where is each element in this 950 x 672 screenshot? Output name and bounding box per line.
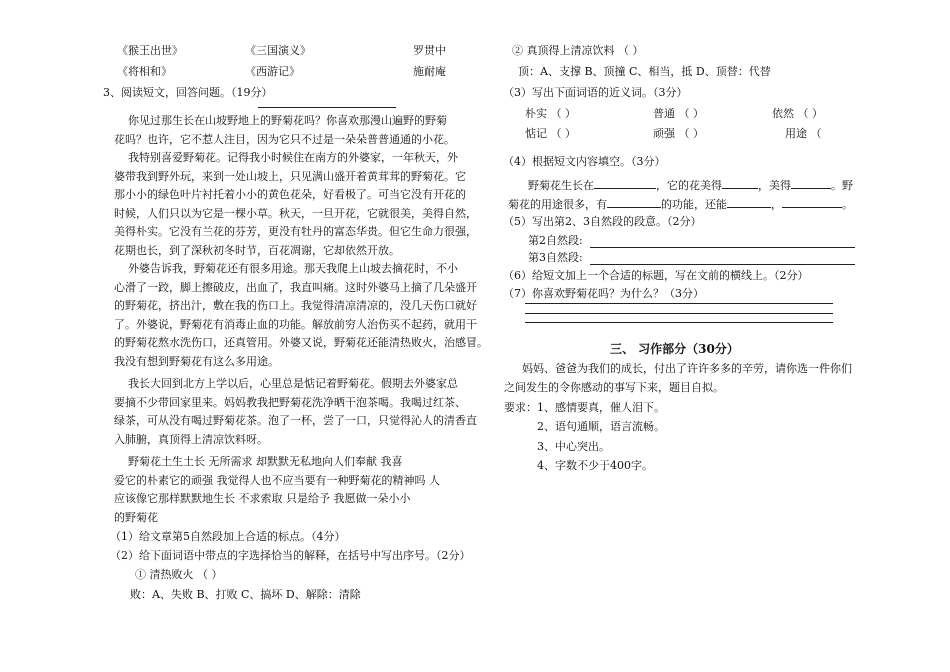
answer-blank[interactable]	[607, 196, 661, 208]
book-title: 《三国演义》	[245, 44, 311, 57]
passage-line: 婆带我到野外玩，来到一处山坡上，只见满山盛开着黄茸茸的野菊花。它	[114, 170, 466, 183]
requirement: 4、字数不少于400字。	[537, 459, 653, 472]
question-2-item-1: ① 清热败火 （ ）	[135, 568, 223, 581]
requirement: 3、中心突出。	[537, 440, 610, 453]
book-title: 《猴王出世》	[117, 44, 183, 57]
passage-line: 绿茶，可从没有喝过野菊花茶。泡了一杯，尝了一口，只觉得沁人的清香直	[114, 414, 477, 427]
requirement: 要求：1、感情要真，催人泪下。	[504, 401, 665, 414]
question-4-fill-line	[508, 196, 853, 212]
question-2-item-2: ② 真顶得上清凉饮料 （ ）	[512, 44, 644, 57]
passage-line: 要摘不少带回家里来。妈妈教我把野菊花洗净晒干泡茶喝。我喝过红茶、	[114, 396, 466, 409]
answer-blank[interactable]	[782, 196, 842, 208]
question-4: （4）根据短文内容填空。（3分）	[503, 155, 666, 168]
question-6: （6）给短文加上一个合适的标题，写在文前的横线上。（2分）	[503, 269, 809, 282]
passage-line: 我没有想到野菊花有这么多用途。	[114, 355, 279, 368]
paragraph-3-label: 第3自然段:	[528, 251, 583, 264]
section-3-title: 三、 习作部分（30分）	[610, 342, 739, 356]
passage-line: 我长大回到北方上学以后，心里总是惦记着野菊花。假期去外婆家总	[128, 377, 458, 390]
answer-line[interactable]	[525, 322, 833, 323]
author-name: 罗贯中	[413, 44, 446, 57]
question-2-item-2-options: 顶：A、支撑 B、顶撞 C、相当，抵 D、顶替：代替	[518, 65, 771, 78]
title-answer-line	[258, 107, 396, 108]
question-2-item-1-options: 败：A、失败 B、打败 C、搞坏 D、解除：清除	[130, 588, 361, 601]
question-3: （3）写出下面词语的近义词。（3分）	[503, 86, 688, 99]
passage-line: 花期也长，到了深秋初冬时节，百花凋谢，它却依然开放。	[114, 244, 400, 257]
question-4-text: 的功能，还能	[661, 198, 727, 211]
question-4-text: 。	[842, 198, 853, 211]
answer-blank[interactable]	[727, 196, 771, 208]
passage-line: 的野菊花熬水洗伤口，还真管用。外婆又说，野菊花还能清热败火，治感冒。	[114, 336, 488, 349]
answer-blank[interactable]	[722, 177, 758, 189]
question-4-text: 菊花的用途很多，有	[508, 198, 607, 211]
passage-line: 应该像它那样默默地生长 不求索取 只是给予 我愿做一朵小小	[114, 492, 411, 505]
book-title: 《西游记》	[245, 65, 300, 78]
question-4-text: 。野	[831, 179, 853, 192]
synonym-item: 普通 （ ）	[653, 107, 704, 120]
passage-line: 入肺腑，真顶得上清凉饮料呀。	[114, 433, 268, 446]
answer-line[interactable]	[590, 264, 855, 265]
book-title: 《将相和》	[117, 65, 172, 78]
passage-line: 外婆告诉我，野菊花还有很多用途。那天我爬上山坡去摘花时，不小	[128, 262, 458, 275]
synonym-item: 依然 （ ）	[772, 107, 823, 120]
question-4-text: ，	[771, 198, 782, 211]
question-4-text: 野菊花生长在	[528, 179, 594, 192]
question-2: （2）给下面词语中带点的字选择恰当的解释，在括号中写出序号。（2分）	[110, 549, 471, 562]
answer-line[interactable]	[525, 313, 833, 314]
answer-blank[interactable]	[791, 177, 831, 189]
passage-line: 时候，人们只以为它是一棵小草。秋天，一旦开花，它就很美，美得自然，	[114, 207, 477, 220]
question-7: （7）你喜欢野菊花吗？为什么？（3分）	[503, 287, 704, 300]
passage-line: 了。外婆说，野菊花有消毒止血的功能。解放前穷人治伤买不起药，就用干	[114, 318, 477, 331]
question-1: （1）给文章第5自然段加上合适的标点。（4分）	[110, 530, 346, 543]
passage-line: 美得朴实。它没有兰花的芬芳，更没有牡丹的富态华贵。但它生命力很强，	[114, 225, 477, 238]
question-4-text: ，它的花美得	[656, 179, 722, 192]
question-4-fill-line	[528, 177, 853, 193]
passage-line: 我特别喜爱野菊花。记得我小时候住在南方的外婆家，一年秋天，外	[128, 151, 458, 164]
passage-line: 的野菊花	[114, 511, 158, 524]
passage-line: 野菊花土生土长 无所需求 却默默无私地向人们奉献 我喜	[128, 455, 403, 468]
paragraph-2-label: 第2自然段:	[528, 234, 583, 247]
passage-line: 那小小的绿色叶片衬托着小小的黄色花朵，好看极了。可当它没有开花的	[114, 188, 466, 201]
synonym-item: 朴实 （ ）	[525, 107, 576, 120]
question-5: （5）写出第2、3自然段的段意。（2分）	[503, 215, 702, 228]
synonym-item: 用途 （	[785, 127, 822, 140]
composition-prompt: 之间发生的令你感动的事写下来，题目自拟。	[504, 381, 724, 394]
answer-line[interactable]	[525, 303, 833, 304]
answer-line[interactable]	[590, 247, 855, 248]
synonym-item: 顽强 （ ）	[653, 127, 704, 140]
passage-line: 你见过那生长在山坡野地上的野菊花吗？你喜欢那漫山遍野的野菊	[128, 114, 447, 127]
author-name: 施耐庵	[413, 65, 446, 78]
answer-blank[interactable]	[594, 177, 656, 189]
composition-prompt: 妈妈、爸爸为我们的成长，付出了许许多多的辛劳，请你选一件你们	[522, 362, 852, 375]
question-3-heading: 3、阅读短文，回答问题。（19分）	[103, 86, 273, 99]
question-4-text: ，美得	[758, 179, 791, 192]
synonym-item: 惦记 （ ）	[525, 127, 576, 140]
passage-line: 爱它的朴素它的顽强 我觉得人也不应当要有一种野菊花的精神吗 人	[114, 474, 440, 487]
requirement: 2、语句通顺，语言流畅。	[537, 420, 665, 433]
passage-line: 花吗？也许，它不惹人注目，因为它只不过是一朵朵普普通通的小花。	[114, 133, 455, 146]
passage-line: 心滑了一跤，脚上擦破皮，出血了，我直叫痛。这时外婆马上摘了几朵盛开	[114, 281, 477, 294]
passage-line: 的野菊花，挤出汁，敷在我的伤口上。我觉得清凉清凉的，没几天伤口就好	[114, 299, 477, 312]
